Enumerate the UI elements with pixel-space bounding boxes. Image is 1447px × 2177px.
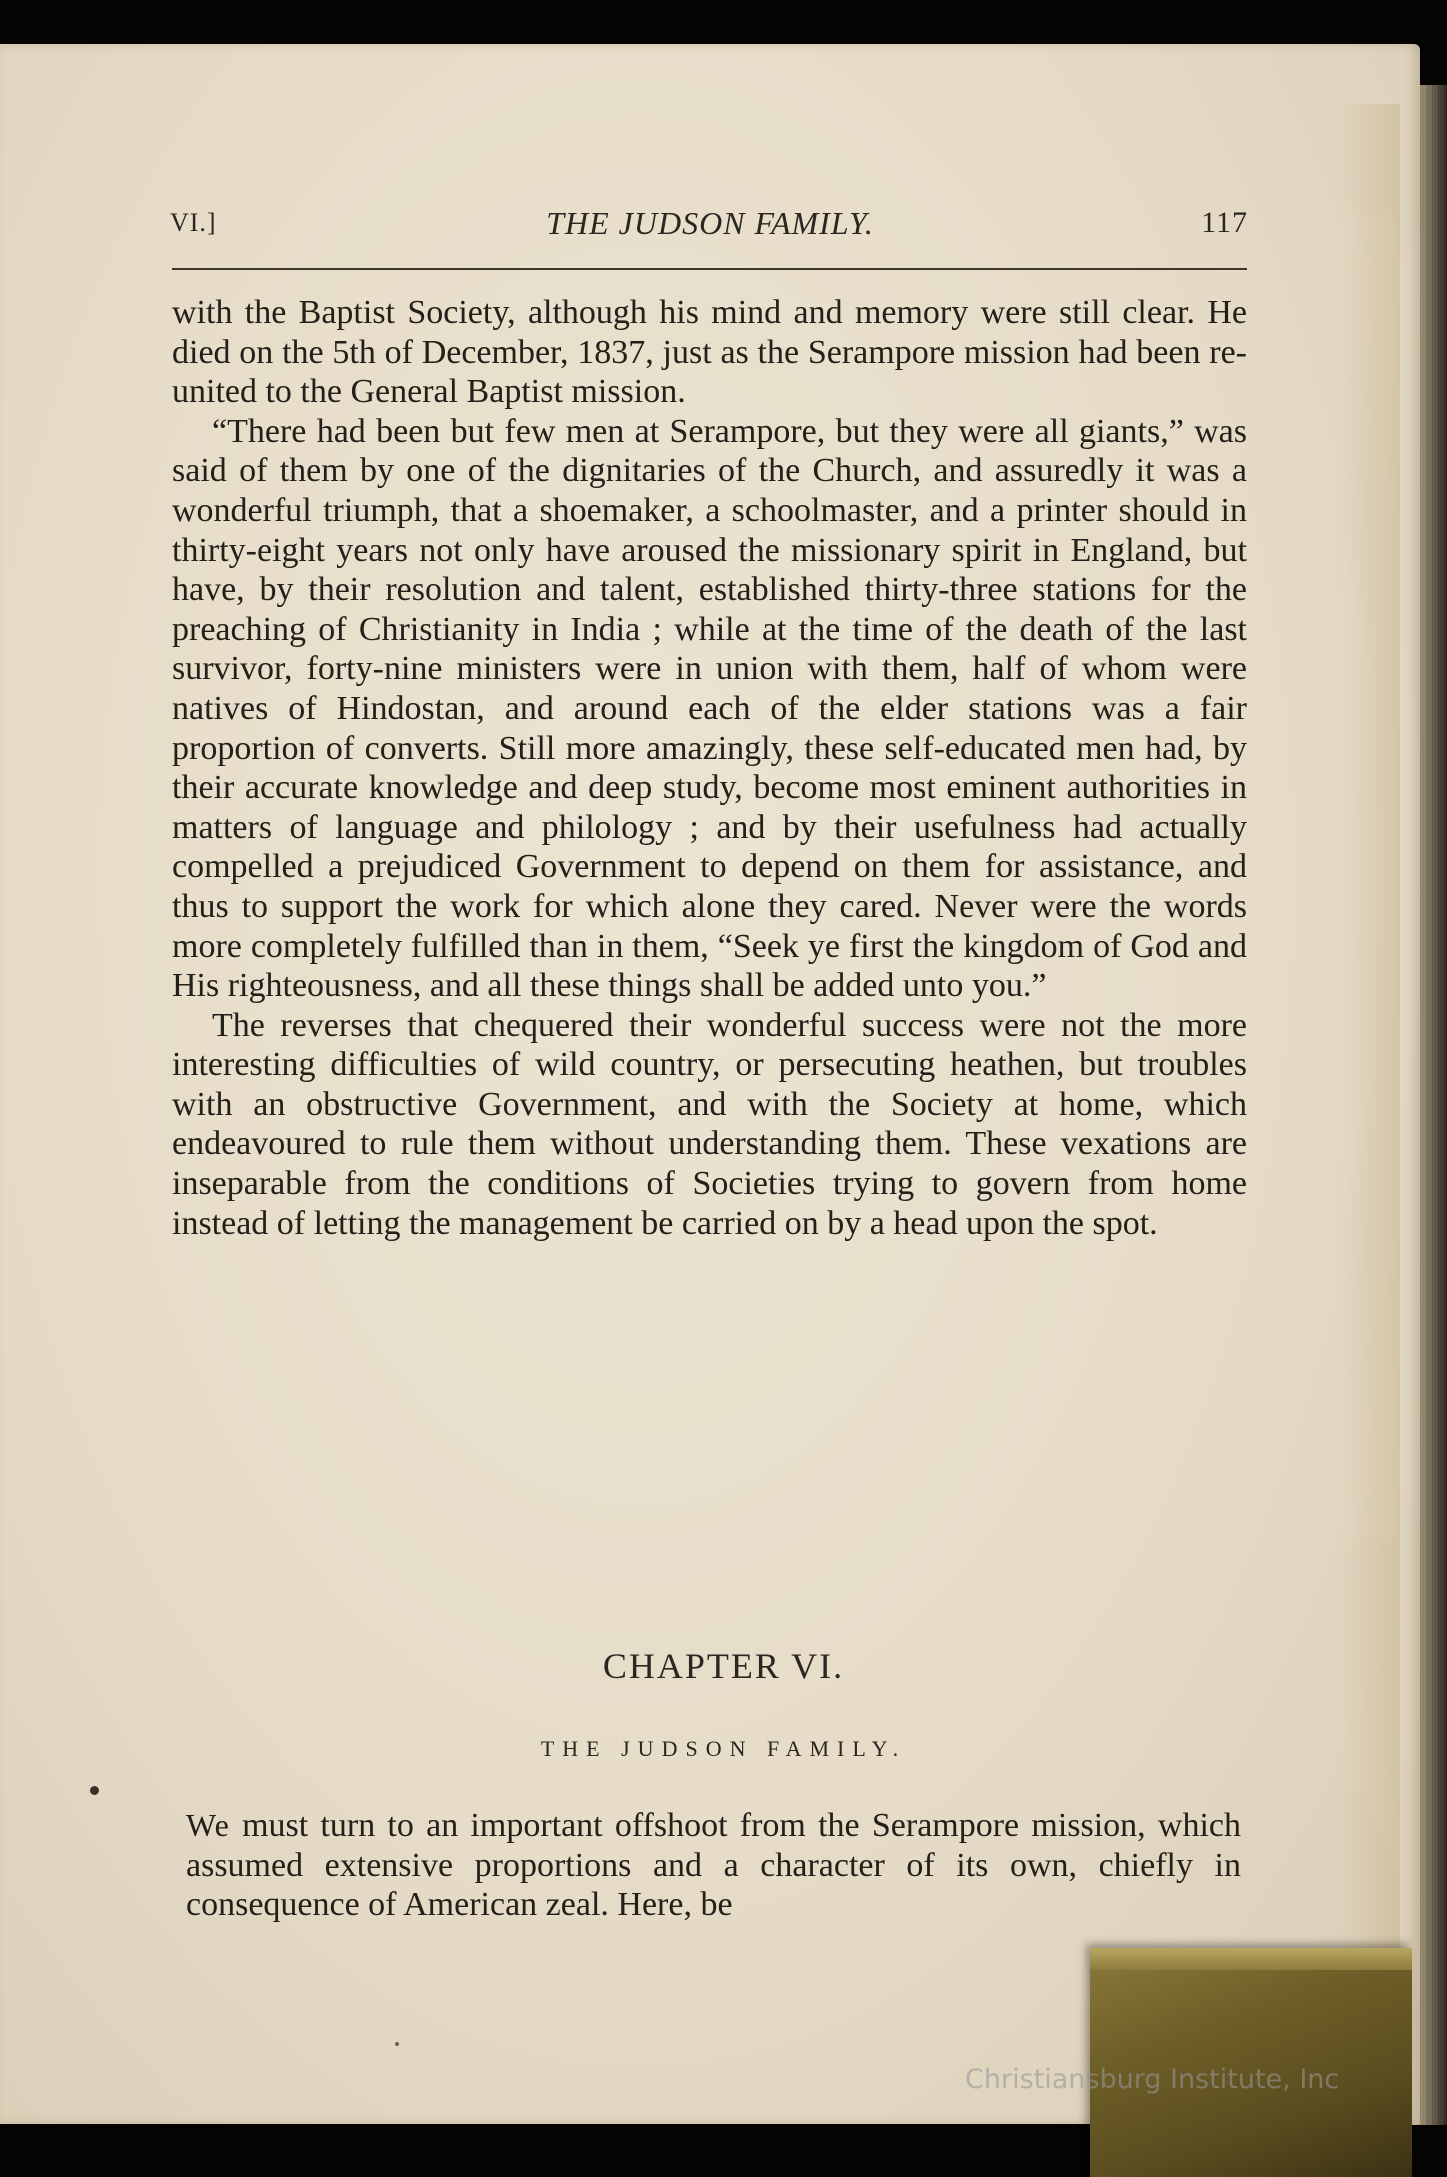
gold-bookend bbox=[1090, 1948, 1412, 2177]
running-title: THE JUDSON FAMILY. bbox=[546, 205, 874, 241]
body-text bbox=[172, 293, 1247, 1243]
paragraph-giants: “There had been but few men at Serampore, but they were all giants,” was said of them by one of the dignitaries of the Church, and assuredly it was a wonderful triumph, that a shoemaker, a schoolmaster, and a printer should in thirty-eight years not only have aroused the missionary spirit in England, but have, by their resolution and talent, established thirty-three stations for the preaching of Christianity in India ; while at the time of the death of the last survivor, forty-nine ministers were in union with them, half of whom were natives of Hindostan, and around each of the elder stations was a fair proportion of converts. Still more amazingly, these self-educated men had, by their accurate knowledge and deep study, become most eminent authorities in matters of language and philology ; and by their usefulness had actually compelled a prejudiced Government to depend on them for assistance, and thus to support the work for which alone they cared. Never were the words more completely fulfilled than in them, “Seek ye first the kingdom of God and His righteousness, and all these things shall be added unto you.” bbox=[172, 412, 1247, 1005]
page-edge-stain bbox=[1340, 104, 1400, 2004]
gold-bookend-top bbox=[1090, 1948, 1412, 1970]
running-header bbox=[170, 205, 1250, 248]
chapter-opening-paragraph bbox=[186, 1806, 1241, 1925]
ink-speck bbox=[395, 2042, 399, 2046]
chapter-title: THE JUDSON FAMILY. bbox=[540, 1736, 907, 1761]
page-edges-shadow bbox=[1418, 85, 1447, 2125]
watermark-text: Christiansburg Institute, Inc bbox=[965, 2064, 1340, 2095]
opening-text: must turn to an important offshoot from the Serampore mission, which assumed extensive proportions and a character of its own, chiefly in consequence of American zeal. Here, be bbox=[186, 1807, 1241, 1924]
ink-spot bbox=[90, 1786, 99, 1795]
paragraph-reverses: The reverses that chequered their wonderful success were not the more interesting difficulties of wild country, or persecuting heathen, but troubles with an obstructive Government, and with the Society at home, which endeavoured to rule them without understanding them. These vexations are inseparable from the conditions of Societies trying to govern from home instead of letting the management be carried on by a head upon the spot. bbox=[172, 1006, 1247, 1242]
chapter-heading: CHAPTER VI. bbox=[602, 1646, 845, 1686]
chapter-marker: VI.] bbox=[170, 208, 217, 237]
paragraph-continuation: with the Baptist Society, although his mind and memory were still clear. He died on the 5th of December, 1837, just as the Serampore mission had been re-united to the General Baptist mission. bbox=[172, 294, 1247, 411]
page-number: 117 bbox=[1201, 206, 1248, 239]
opening-word: We bbox=[186, 1807, 230, 1843]
header-rule bbox=[172, 268, 1247, 270]
